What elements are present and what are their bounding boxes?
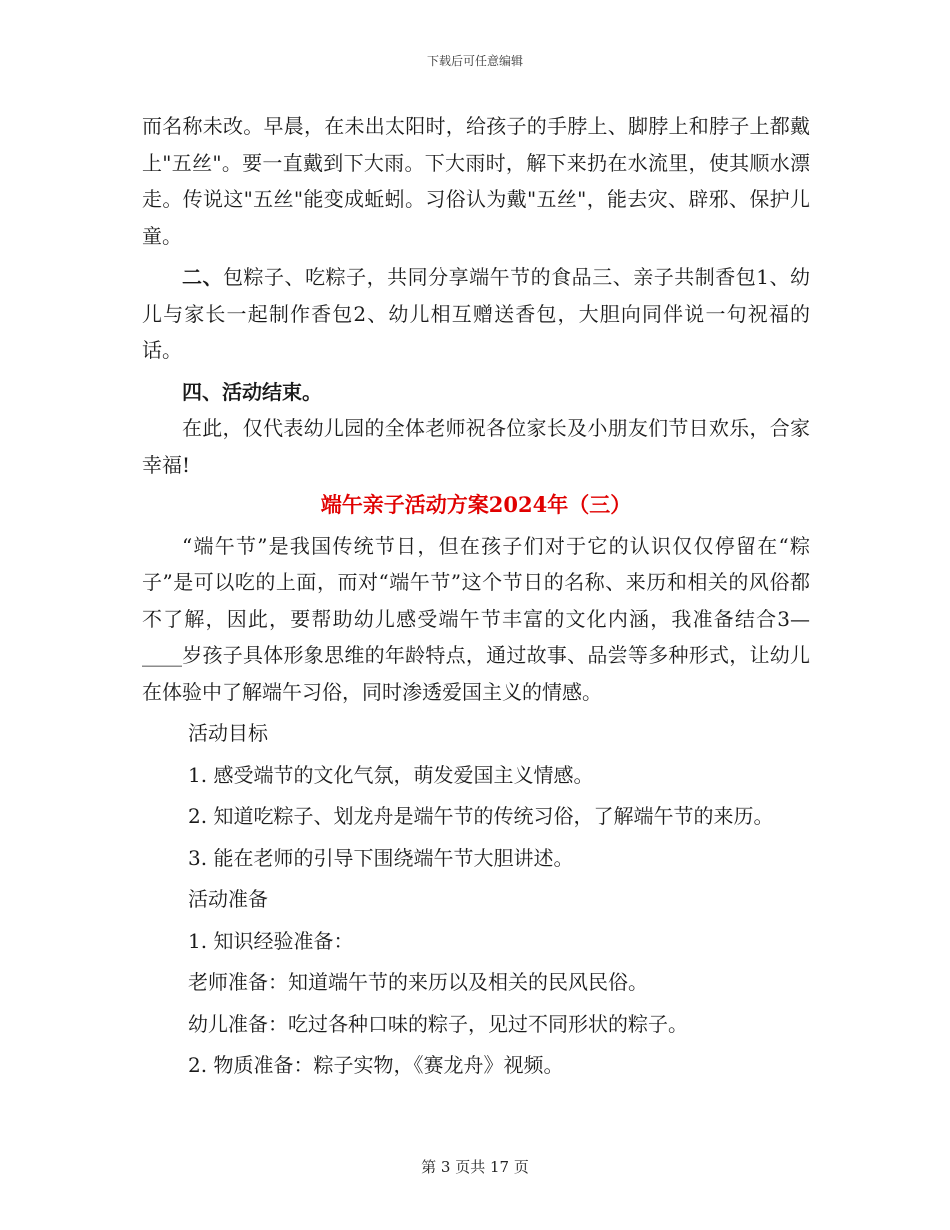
- document-body: [142, 108, 810, 1084]
- paragraph-zongzi-text: 包粽子、吃粽子，共同分享端午节的食品三、亲子共制香包1、幼儿与家长一起制作香包2、幼儿相互赠送香包，大胆向同伴说一句祝福的话。: [142, 265, 811, 362]
- page-header: 下载后可任意编辑: [426, 54, 523, 68]
- paragraph-zongzi-xiangbao: [142, 259, 810, 369]
- prep-title: 活动准备: [188, 887, 268, 911]
- goal-item-1: 1. 感受端节的文化气氛，萌发爱国主义情感。: [188, 762, 594, 787]
- paragraph-blessing: 在此，仅代表幼儿园的全体老师祝各位家长及小朋友们节日欢乐，合家幸福!: [142, 416, 810, 477]
- goal-item-2: 2. 知道吃粽子、划龙舟是端午节的传统习俗，了解端午节的来历。: [188, 804, 774, 828]
- paragraph-wusi-custom: 而名称未改。早晨，在未出太阳时，给孩子的手脖上、脚脖上和脖子上都戴上"五丝"。要一直戴到下大雨。下大雨时，解下来扔在水流里，使其顺水漂走。传说这"五丝"能变成蚯蚓。习俗认为戴"五丝"，能去灾、辟邪、保护儿童。: [142, 114, 810, 248]
- paragraph-intro: “端午节”是我国传统节日，但在孩子们对于它的认识仅仅停留在“粽子”是可以吃的上面，而对“端午节”这个节日的名称、来历和相关的风俗都不了解，因此，要帮助幼儿感受端午节丰富的文化内涵，我准备结合3—____岁孩子具体形象思维的年龄特点，通过故事、品尝等多种形式，让幼儿在体验中了解端午习俗，同时渗透爱国主义的情感。: [142, 533, 810, 704]
- section-title: 端午亲子活动方案2024年（三）: [320, 492, 632, 517]
- prep-item-2: 2. 物质准备：粽子实物，《赛龙舟》视频。: [188, 1053, 564, 1077]
- page-footer: 第 3 页共 17 页: [421, 1158, 529, 1176]
- section-number-two: 二、: [182, 265, 224, 289]
- prep-item-child: 幼儿准备：吃过各种口味的粽子，见过不同形状的粽子。: [188, 1011, 688, 1036]
- prep-item-1: 1. 知识经验准备：: [188, 928, 354, 953]
- goal-item-3: 3. 能在老师的引导下围绕端午节大胆讲述。: [188, 845, 574, 870]
- section-heading-end: 四、活动结束。: [182, 379, 322, 404]
- prep-item-teacher: 老师准备：知道端午节的来历以及相关的民风民俗。: [188, 970, 648, 994]
- goals-title: 活动目标: [188, 721, 268, 745]
